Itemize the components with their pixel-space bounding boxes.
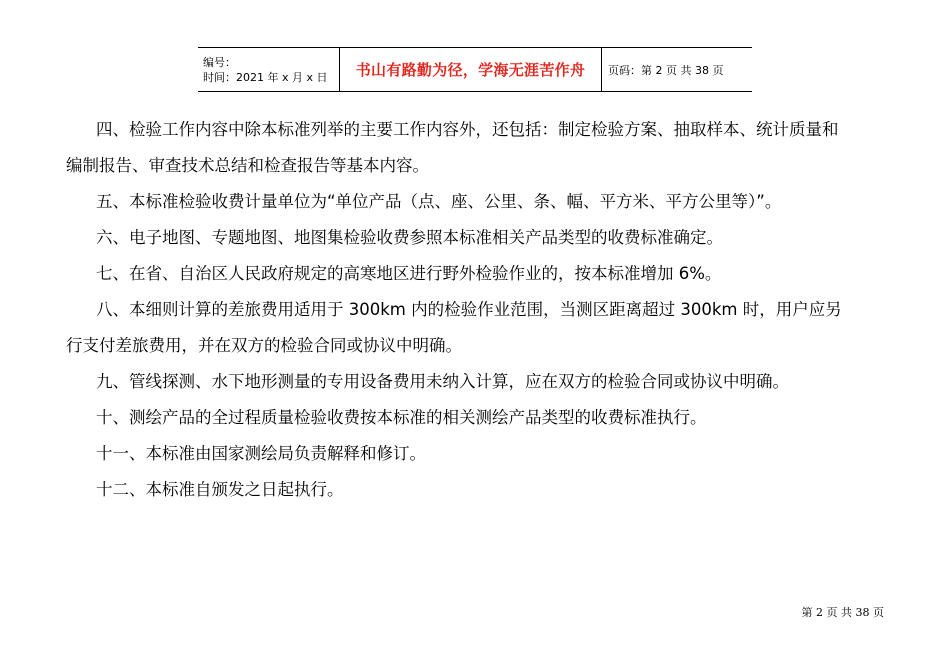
- paragraph-line: 九、管线探测、水下地形测量的专用设备费用未纳入计算，应在双方的检验合同或协议中明确。: [96, 372, 789, 391]
- paragraph-line: 六、电子地图、专题地图、地图集检验收费参照本标准相关产品类型的收费标准确定。: [96, 228, 723, 247]
- page-code-text: 页码：第 2 页 共 38 页: [608, 63, 724, 77]
- paragraph-line: 四、检验工作内容中除本标准列举的主要工作内容外，还包括：制定检验方案、抽取样本、统计质量和: [96, 120, 839, 139]
- page-header: [198, 47, 752, 92]
- page-footer: [802, 604, 884, 620]
- doc-number-label: 编号：: [203, 55, 236, 69]
- paragraph-8: [66, 292, 896, 364]
- document-body: [66, 112, 896, 508]
- paragraph-line: 十、测绘产品的全过程质量检验收费按本标准的相关测绘产品类型的收费标准执行。: [96, 408, 707, 427]
- header-meta: [198, 48, 340, 91]
- paragraph-5: [96, 184, 896, 220]
- paragraph-line: 七、在省、自治区人民政府规定的高寒地区进行野外检验作业的，按本标准增加 6%。: [96, 264, 722, 283]
- paragraph-11: [96, 436, 896, 472]
- header-page-code: [602, 48, 752, 91]
- paragraph-9: [96, 364, 896, 400]
- paragraph-line: 十二、本标准自颁发之日起执行。: [96, 480, 344, 499]
- time-label: 时间：2021 年 x 月 x 日: [203, 70, 328, 84]
- paragraph-10: [96, 400, 896, 436]
- footer-page-number: 第 2 页 共 38 页: [801, 606, 884, 619]
- paragraph-7: [96, 256, 896, 292]
- paragraph-line: 五、本标准检验收费计量单位为“单位产品（点、座、公里、条、幅、平方米、平方公里等）”。: [96, 192, 782, 211]
- paragraph-line: 八、本细则计算的差旅费用适用于 300km 内的检验作业范围，当测区距离超过 300km 时，用户应另: [96, 300, 842, 319]
- paragraph-12: [96, 472, 896, 508]
- header-slogan: [340, 48, 602, 91]
- paragraph-line: 编制报告、审查技术总结和检查报告等基本内容。: [66, 156, 429, 175]
- slogan-text: 书山有路勤为径，学海无涯苦作舟: [355, 61, 586, 79]
- paragraph-line: 行支付差旅费用，并在双方的检验合同或协议中明确。: [66, 336, 462, 355]
- paragraph-6: [96, 220, 896, 256]
- paragraph-line: 十一、本标准由国家测绘局负责解释和修订。: [96, 444, 426, 463]
- paragraph-4: [66, 112, 896, 184]
